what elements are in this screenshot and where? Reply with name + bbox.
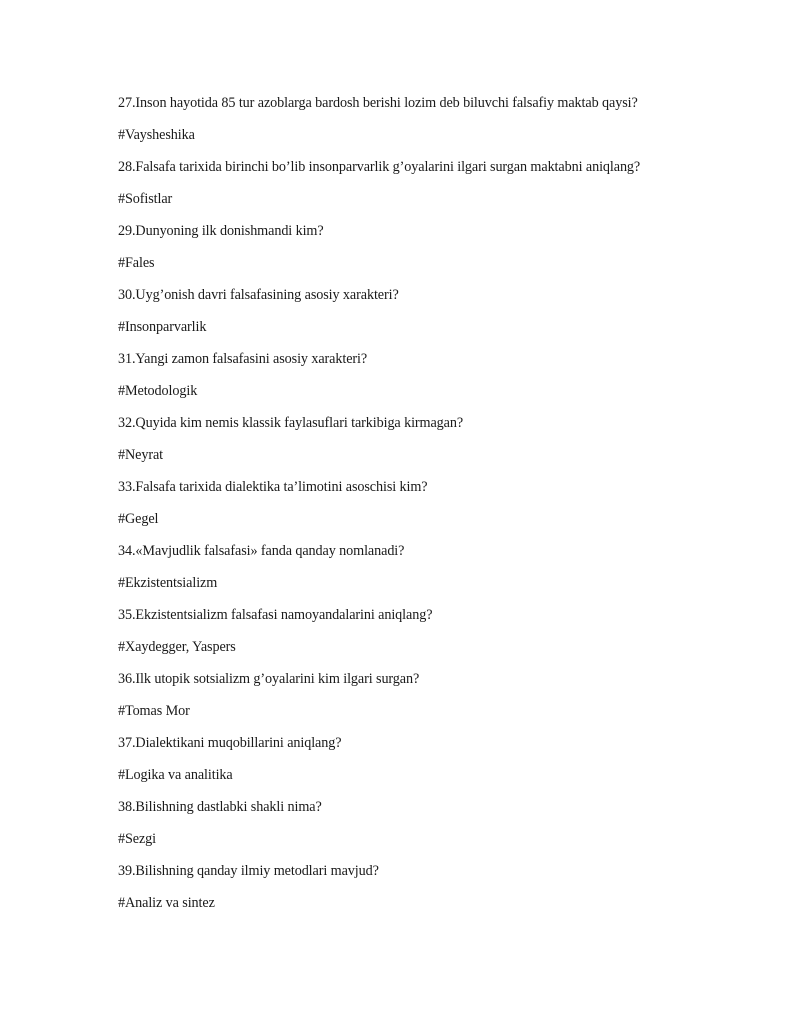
qa-item — [118, 859, 758, 923]
answer-text: #Analiz va sintez — [118, 895, 215, 911]
answer-text: #Vaysheshika — [118, 127, 195, 143]
question-text: 28.Falsafa tarixida birinchi bo’lib insonparvarlik g’oyalarini ilgari surgan maktabni aniqlang? — [118, 159, 641, 175]
question-text: 31.Yangi zamon falsafasini asosiy xarakteri? — [118, 351, 368, 367]
answer-text: #Logika va analitika — [118, 767, 233, 783]
qa-item — [118, 347, 758, 411]
question-text: 39.Bilishning qanday ilmiy metodlari mavjud? — [118, 863, 379, 879]
qa-item — [118, 155, 758, 219]
qa-item — [118, 667, 758, 731]
question-text: 29.Dunyoning ilk donishmandi kim? — [118, 223, 324, 239]
answer-text: #Gegel — [118, 511, 159, 527]
qa-item — [118, 475, 758, 539]
qa-item — [118, 539, 758, 603]
answer-text: #Metodologik — [118, 383, 198, 399]
qa-item — [118, 731, 758, 795]
answer-text: #Tomas Mor — [118, 703, 190, 719]
qa-item — [118, 603, 758, 667]
answer-text: #Sezgi — [118, 831, 157, 847]
qa-item — [118, 283, 758, 347]
question-text: 36.Ilk utopik sotsializm g’oyalarini kim ilgari surgan? — [118, 671, 420, 687]
qa-item — [118, 219, 758, 283]
question-text: 37.Dialektikani muqobillarini aniqlang? — [118, 735, 342, 751]
answer-text: #Sofistlar — [118, 191, 173, 207]
qa-item — [118, 91, 758, 155]
question-text: 38.Bilishning dastlabki shakli nima? — [118, 799, 322, 815]
question-text: 27.Inson hayotida 85 tur azoblarga bardosh berishi lozim deb biluvchi falsafiy maktab qaysi? — [118, 95, 638, 111]
answer-text: #Xaydegger, Yaspers — [118, 639, 236, 655]
qa-item — [118, 411, 758, 475]
qa-item — [118, 795, 758, 859]
question-text: 35.Ekzistentsializm falsafasi namoyandalarini aniqlang? — [118, 607, 433, 623]
question-answer-list — [118, 91, 758, 923]
answer-text: #Ekzistentsializm — [118, 575, 218, 591]
answer-text: #Fales — [118, 255, 155, 271]
question-text: 30.Uyg’onish davri falsafasining asosiy xarakteri? — [118, 287, 399, 303]
question-text: 33.Falsafa tarixida dialektika ta’limotini asoschisi kim? — [118, 479, 428, 495]
question-text: 32.Quyida kim nemis klassik faylasuflari tarkibiga kirmagan? — [118, 415, 464, 431]
answer-text: #Insonparvarlik — [118, 319, 207, 335]
question-text: 34.«Mavjudlik falsafasi» fanda qanday nomlanadi? — [118, 543, 405, 559]
answer-text: #Neyrat — [118, 447, 163, 463]
